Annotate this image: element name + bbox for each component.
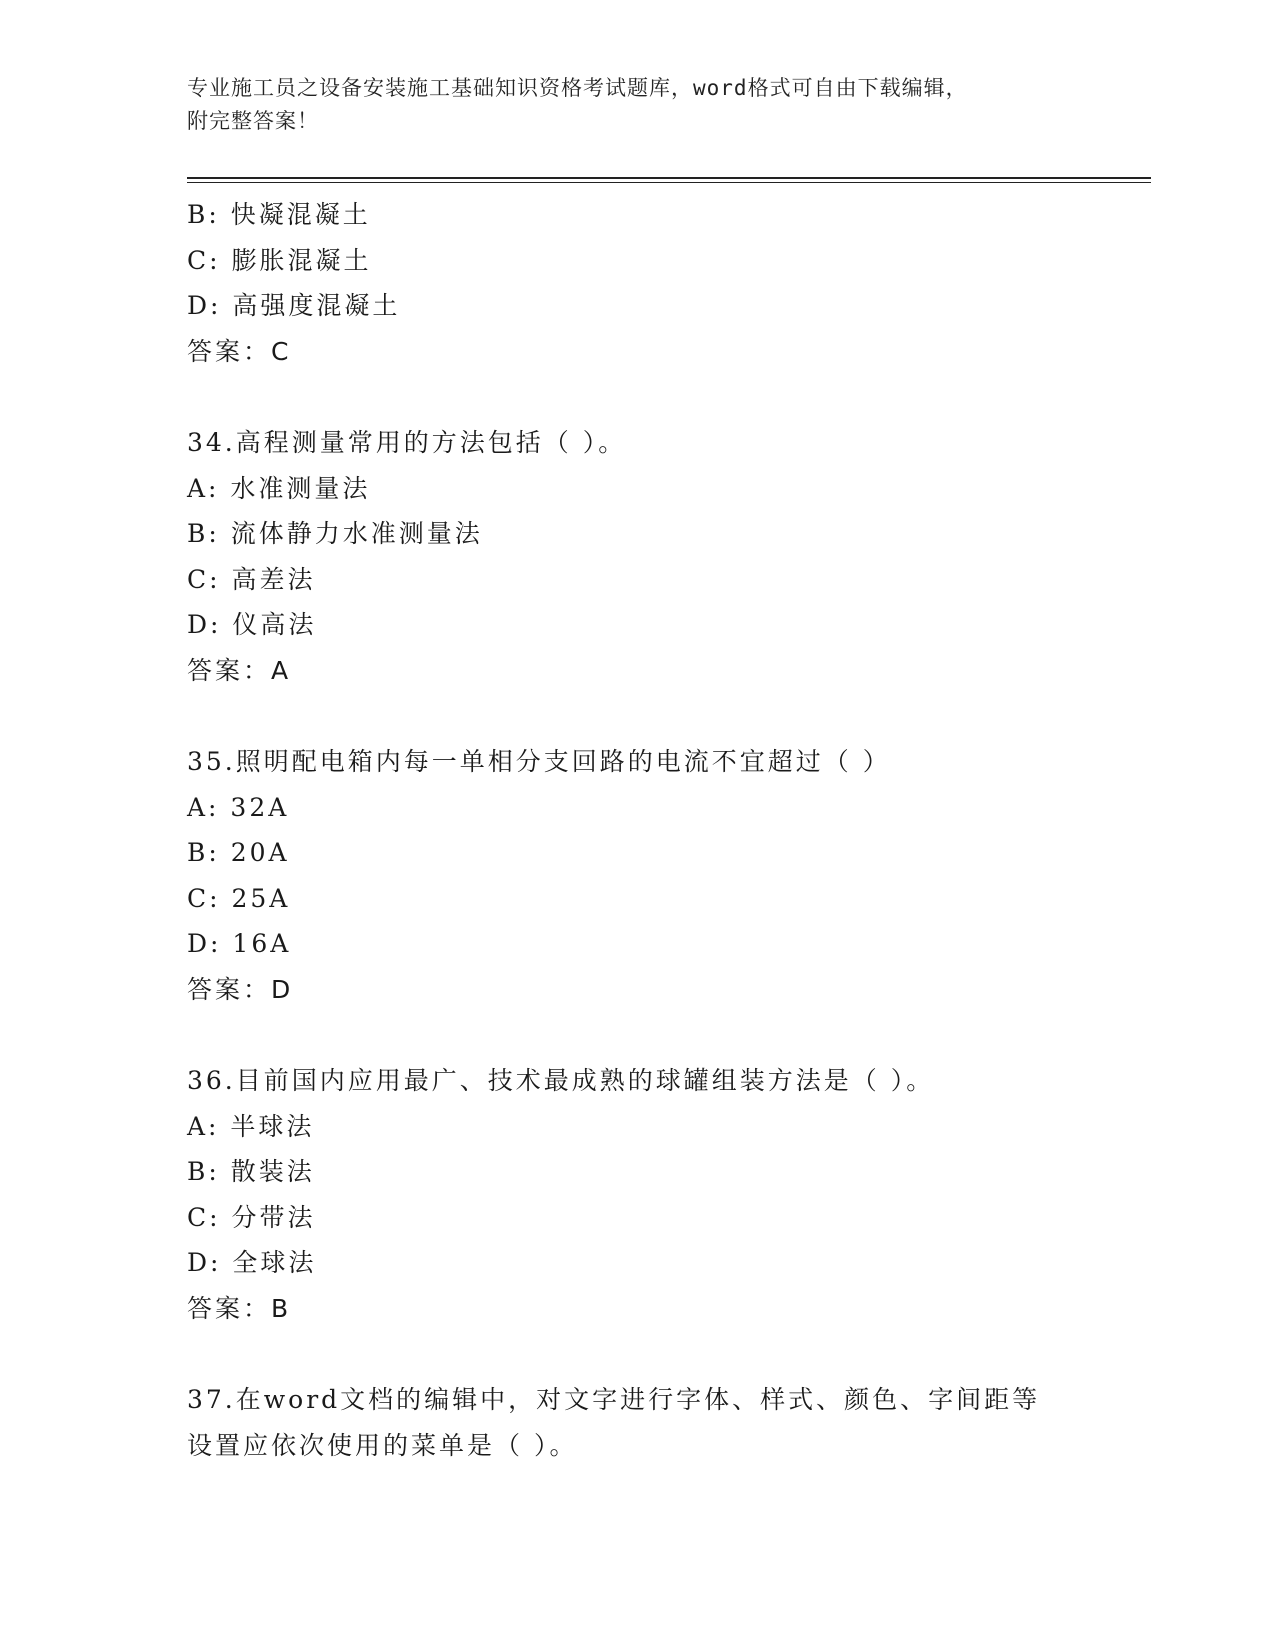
question-stem: 36.目前国内应用最广、技术最成熟的球罐组装方法是（ ）。 [187, 1066, 935, 1095]
option-c: C: 25A [187, 883, 291, 913]
option-c: C: 膨胀混凝土 [187, 245, 372, 275]
option-d: D: 高强度混凝土 [187, 291, 401, 320]
question-34 [187, 420, 1117, 693]
question-37 [187, 1377, 1117, 1468]
option-b: B: 20A [187, 838, 290, 867]
answer-line: 答案：C [187, 336, 292, 366]
option-d: D: 仪高法 [187, 610, 317, 639]
question-33-continued [187, 192, 1117, 374]
question-35 [187, 739, 1117, 1012]
option-c: C: 分带法 [187, 1202, 316, 1232]
option-a: A: 32A [187, 792, 290, 822]
option-b: B: 快凝混凝土 [187, 200, 371, 229]
answer-line: 答案：B [187, 1293, 292, 1323]
header-rule-thin [187, 182, 1151, 183]
option-d: D: 16A [187, 929, 292, 958]
option-a: A: 水准测量法 [187, 473, 371, 503]
option-b: B: 流体静力水准测量法 [187, 519, 483, 548]
question-stem-line-2: 设置应依次使用的菜单是（ ）。 [187, 1430, 578, 1460]
header-line-2: 附完整答案！ [187, 109, 319, 133]
option-b: B: 散装法 [187, 1157, 315, 1186]
question-36 [187, 1058, 1117, 1331]
option-c: C: 高差法 [187, 564, 316, 594]
answer-line: 答案：A [187, 655, 292, 685]
question-stem-line-1: 37.在word文档的编辑中，对文字进行字体、样式、颜色、字间距等 [187, 1385, 1041, 1414]
question-stem: 34.高程测量常用的方法包括（ ）。 [187, 428, 627, 457]
answer-line: 答案：D [187, 974, 294, 1004]
option-a: A: 半球法 [187, 1111, 315, 1141]
question-stem: 35.照明配电箱内每一单相分支回路的电流不宜超过（ ） [187, 747, 891, 776]
header-rule-thick [187, 177, 1151, 179]
option-d: D: 全球法 [187, 1248, 317, 1277]
header-line-1: 专业施工员之设备安装施工基础知识资格考试题库，word格式可自由下载编辑， [187, 76, 968, 100]
question-content [187, 192, 1117, 1468]
document-header [187, 72, 1087, 138]
